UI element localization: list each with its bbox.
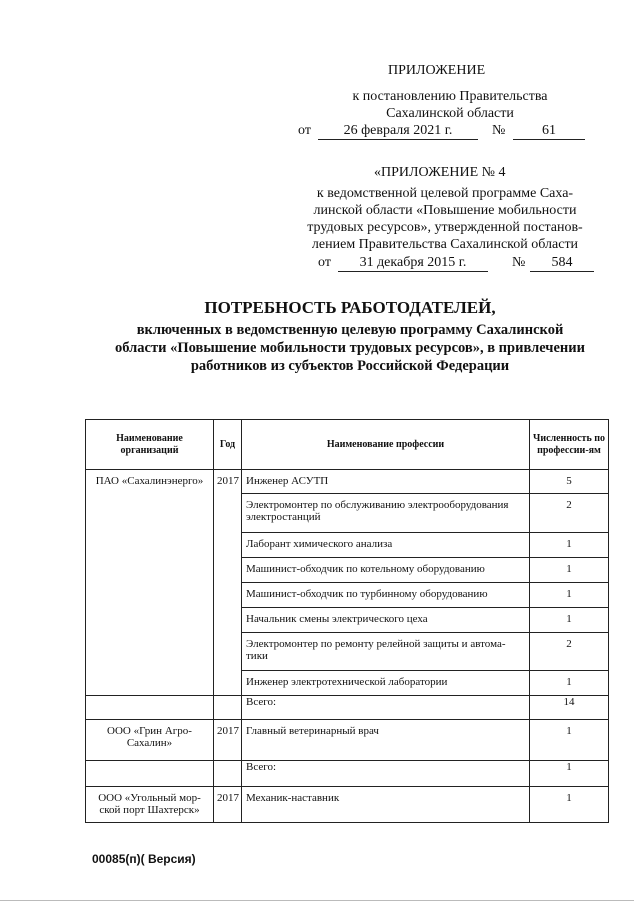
- appendix4-line-4: лением Правительства Сахалинской области: [311, 237, 579, 252]
- profession-cell: Начальник смены электрического цеха: [242, 608, 530, 633]
- profession-cell: Главный ветеринарный врач: [242, 720, 530, 761]
- appendix4-num-underline: [530, 271, 594, 272]
- header-profession: Наименование профессии: [242, 420, 530, 470]
- count-cell: 1: [530, 787, 609, 823]
- total-label: Всего:: [242, 761, 530, 787]
- appendix-date-underline: [318, 139, 478, 140]
- header-org: Наименование организаций: [86, 420, 214, 470]
- profession-cell: Электромонтер по ремонту релейной защиты и автома-тики: [242, 633, 530, 671]
- appendix4-num-label: №: [512, 255, 526, 270]
- table-header-row: [86, 420, 609, 470]
- appendix-line-1: к постановлению Правительства: [352, 89, 548, 104]
- org-cell: ПАО «Сахалинэнерго»: [86, 470, 214, 696]
- year-cell: 2017: [214, 720, 242, 761]
- empty-cell: [214, 696, 242, 720]
- count-cell: 5: [530, 470, 609, 494]
- year-cell: 2017: [214, 787, 242, 823]
- appendix-date: 26 февраля 2021 г.: [343, 123, 453, 138]
- total-value: 1: [530, 761, 609, 787]
- total-value: 14: [530, 696, 609, 720]
- appendix4-line-3: трудовых ресурсов», утвержденной постанов-: [307, 220, 583, 235]
- table-row: [86, 787, 609, 823]
- appendix4-from-label: от: [318, 255, 331, 270]
- table-row: [86, 720, 609, 761]
- total-row: [86, 761, 609, 787]
- profession-cell: Электромонтер по обслуживанию электрооборудования электростанций: [242, 494, 530, 533]
- count-cell: 1: [530, 558, 609, 583]
- year-cell: 2017: [214, 470, 242, 696]
- footer-code: 00085(п)( Версия): [92, 852, 196, 866]
- appendix-title: ПРИЛОЖЕНИЕ: [388, 63, 486, 78]
- count-cell: 2: [530, 633, 609, 671]
- table-row: [86, 470, 609, 494]
- count-cell: 1: [530, 720, 609, 761]
- document-subtitle-line-2: области «Повышение мобильности трудовых ресурсов», в привлечении: [115, 340, 585, 356]
- appendix-num-label: №: [492, 123, 506, 138]
- document-title: ПОТРЕБНОСТЬ РАБОТОДАТЕЛЕЙ,: [204, 298, 496, 317]
- appendix-num-underline: [513, 139, 585, 140]
- empty-cell: [86, 696, 214, 720]
- empty-cell: [214, 761, 242, 787]
- empty-cell: [86, 761, 214, 787]
- count-cell: 1: [530, 608, 609, 633]
- employers-table: [85, 419, 609, 823]
- header-year: Год: [214, 420, 242, 470]
- appendix4-line-1: к ведомственной целевой программе Саха-: [316, 186, 574, 201]
- org-cell: ООО «Грин Агро-Сахалин»: [86, 720, 214, 761]
- org-cell: ООО «Угольный мор-ской порт Шахтерск»: [86, 787, 214, 823]
- document-subtitle-line-1: включенных в ведомственную целевую программу Сахалинской: [136, 322, 564, 338]
- profession-cell: Инженер АСУТП: [242, 470, 530, 494]
- total-label: Всего:: [242, 696, 530, 720]
- appendix4-line-2: линской области «Повышение мобильности: [313, 203, 577, 218]
- count-cell: 2: [530, 494, 609, 533]
- profession-cell: Машинист-обходчик по котельному оборудованию: [242, 558, 530, 583]
- page-edge-line: [0, 900, 634, 901]
- document-subtitle-line-3: работников из субъектов Российской Федерации: [190, 358, 510, 374]
- count-cell: 1: [530, 671, 609, 696]
- count-cell: 1: [530, 583, 609, 608]
- profession-cell: Лаборант химического анализа: [242, 533, 530, 558]
- profession-cell: Механик-наставник: [242, 787, 530, 823]
- appendix4-date: 31 декабря 2015 г.: [359, 255, 467, 270]
- profession-cell: Машинист-обходчик по турбинному оборудованию: [242, 583, 530, 608]
- profession-cell: Инженер электротехнической лаборатории: [242, 671, 530, 696]
- appendix4-title: «ПРИЛОЖЕНИЕ № 4: [374, 165, 506, 180]
- appendix-num: 61: [542, 123, 556, 138]
- total-row: [86, 696, 609, 720]
- appendix-from-label: от: [298, 123, 311, 138]
- appendix-line-2: Сахалинской области: [386, 106, 514, 121]
- header-count: Численность по профессии-ям: [530, 420, 609, 470]
- count-cell: 1: [530, 533, 609, 558]
- appendix4-num: 584: [551, 255, 573, 270]
- appendix4-date-underline: [338, 271, 488, 272]
